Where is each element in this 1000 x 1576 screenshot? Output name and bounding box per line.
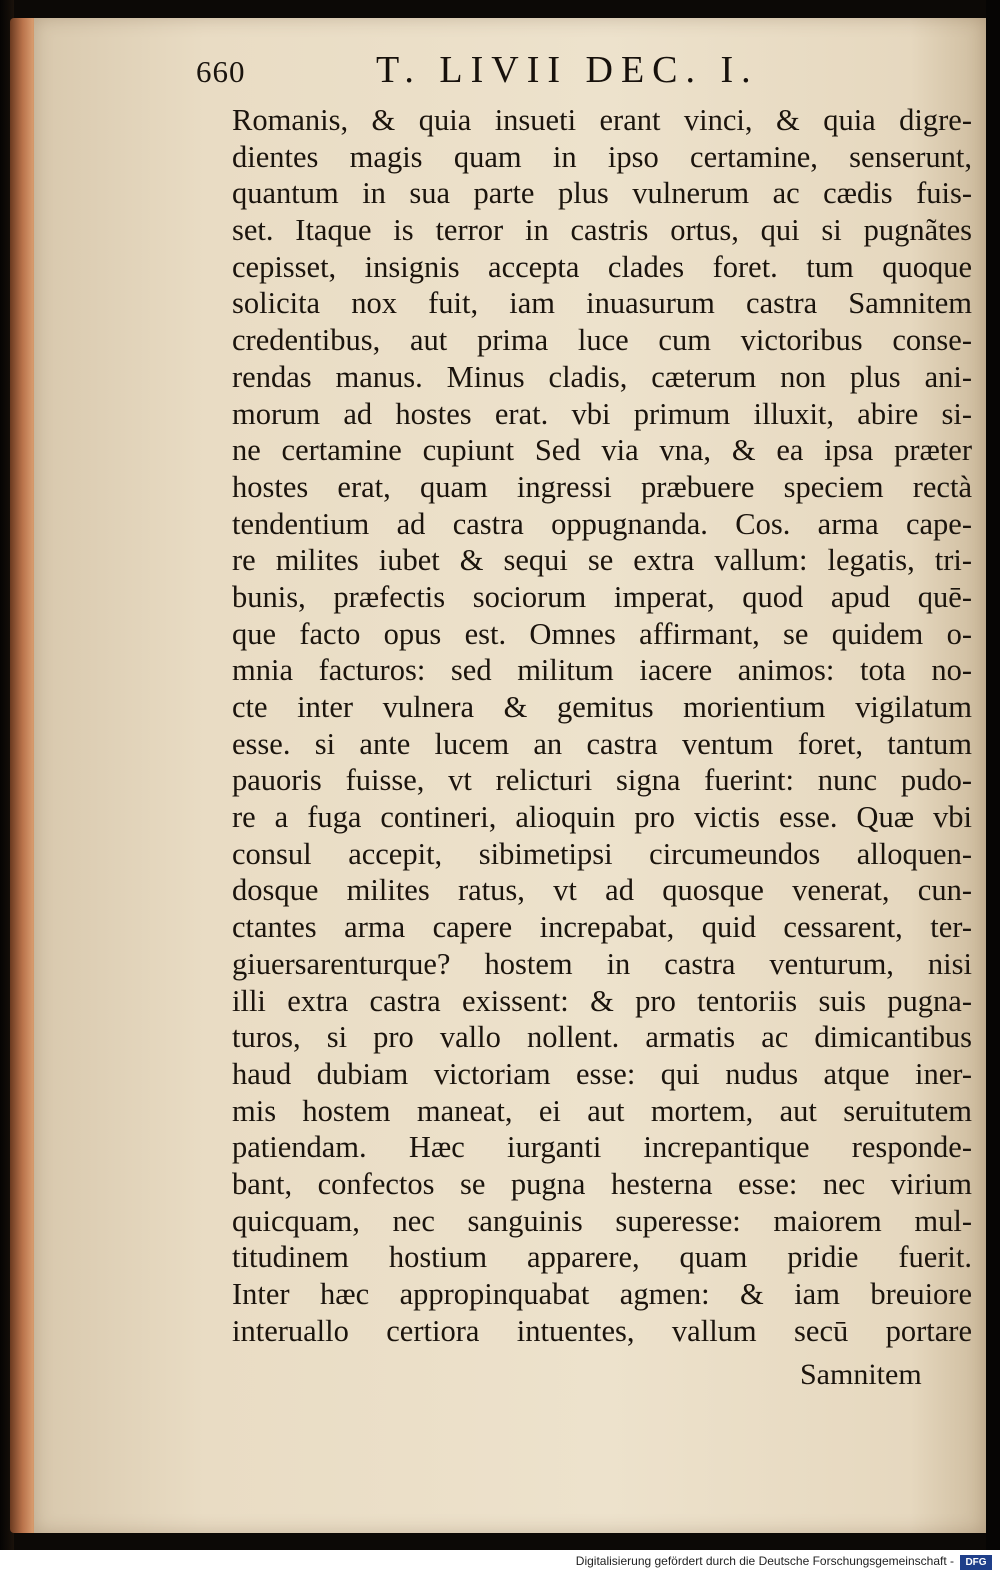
text-line: dosque milites ratus, vt ad quosque venerat, cun- [232,873,972,908]
text-line: Inter hæc appropinquabat agmen: & iam breuiore [232,1277,972,1311]
text-line: ctantes arma capere increpabat, quid cessarent, ter- [232,910,972,945]
funding-credit: Digitalisierung gefördert durch die Deutsche Forschungsgemeinschaft - [575,1554,954,1568]
text-line: solicita nox fuit, iam inuasurum castra Samnitem [232,286,972,321]
text-line: tendentium ad castra oppugnanda. Cos. arma cape- [232,506,972,541]
text-line: hostes erat, quam ingressi præbuere speciem rectà [232,469,972,504]
running-head: T. LIVII DEC. I. [376,49,759,91]
text-line: morum ad hostes erat. vbi primum illuxit, abire si- [232,396,972,431]
text-line: cepisset, insignis accepta clades foret. tum quoque [232,249,972,284]
text-line: patiendam. Hæc iurganti increpantique responde- [232,1130,972,1165]
text-line: bunis, præfectis sociorum imperat, quod apud quē- [232,579,972,614]
text-line: mnia facturos: sed militum iacere animos: tota no- [232,653,972,688]
dfg-logo: DFG [960,1555,992,1570]
text-line: re milites iubet & sequi se extra vallum: legatis, tri- [232,543,972,578]
text-line: dientes magis quam in ipso certamine, senserunt, [232,139,972,174]
text-line: quantum in sua parte plus vulnerum ac cædis fuis- [232,176,972,211]
text-line: bant, confectos se pugna hesterna esse: nec virium [232,1166,972,1201]
text-line: re a fuga contineri, alioquin pro victis esse. Quæ vbi [232,800,972,835]
text-line: que facto opus est. Omnes affirmant, se quidem o- [232,616,972,651]
text-line: cte inter vulnera & gemitus morientium vigilatum [232,690,972,724]
text-line: quicquam, nec sanguinis superesse: maiorem mul- [232,1203,972,1238]
text-line: turos, si pro vallo nollent. armatis ac dimicantibus [232,1020,972,1055]
text-line: illi extra castra exissent: & pro tentoriis suis pugna- [232,983,972,1018]
catchword: Samnitem [800,1358,922,1391]
digitization-footer [0,1550,1000,1576]
text-line: consul accepit, sibimetipsi circumeundos alloquen- [232,836,972,871]
text-line: Romanis, & quia insueti erant vinci, & quia digre- [232,103,972,137]
text-line: ne certamine cupiunt Sed via vna, & ea ipsa præter [232,433,972,468]
page-number: 660 [196,54,246,89]
text-line: pauoris fuisse, vt relicturi signa fuerint: nunc pudo- [232,763,972,798]
page-header [196,48,836,98]
book-spine-right [986,0,1000,1576]
text-line: set. Itaque is terror in castris ortus, qui si pugnãtes [232,213,972,248]
text-line: credentibus, aut prima luce cum victoribus conse- [232,323,972,358]
text-line: rendas manus. Minus cladis, cæterum non plus ani- [232,359,972,394]
text-line: haud dubiam victoriam esse: qui nudus atque iner- [232,1056,972,1091]
text-block [232,102,972,1349]
text-line: titudinem hostium apparere, quam pridie fuerit. [232,1240,972,1275]
text-line: interuallo certiora intuentes, vallum secū portare [232,1313,972,1348]
text-line: esse. si ante lucem an castra ventum foret, tantum [232,726,972,761]
text-line: mis hostem maneat, ei aut mortem, aut seruitutem [232,1093,972,1128]
text-line: giuersarenturque? hostem in castra venturum, nisi [232,946,972,981]
